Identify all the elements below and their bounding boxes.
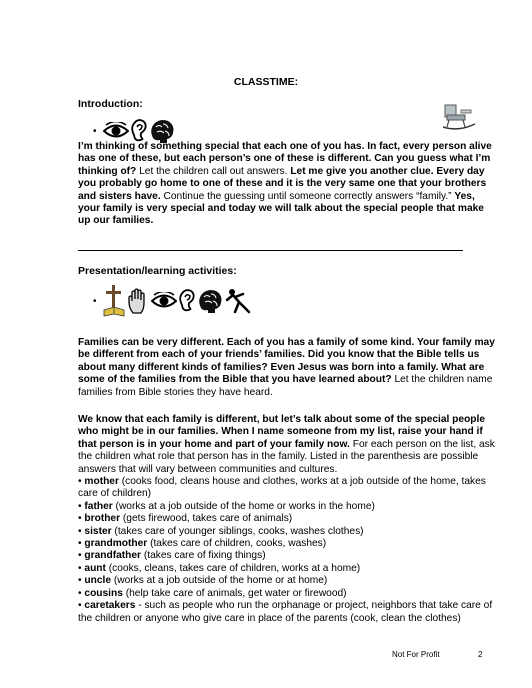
ear-icon [179,289,195,313]
list-item [78,575,498,587]
list-item-description: - such as people who run the orphanage or project, neighbors that take care of the children or anyone who give care in place of the parents (cook, clean the clothes) [78,600,493,624]
list-item [78,513,498,525]
bullet: • [78,575,85,587]
presentation-p2-instruction: For each person on the list, ask the children what role that person has in the family. Listed in the parenthesis are possible answers that will vary between communities and cultures. [78,438,495,475]
list-item [78,476,498,501]
list-item [78,563,498,575]
list-item-description: (cooks food, cleans house and clothes, works at a job outside of the home, takes care of children) [78,476,486,500]
list-item-term: brother [84,513,121,525]
hand-icon [127,288,149,314]
list-item-description: (takes care of fixing things) [141,550,266,562]
list-item [78,600,498,625]
brain-icon [197,288,223,314]
list-item-description: (takes care of children, cooks, washes) [147,538,327,550]
list-item [78,588,498,600]
intro-continue: Continue the guessing until someone correctly answers “family.” [160,190,455,202]
section-divider [78,250,463,251]
eye-icon [151,292,177,310]
intro-question: I’m thinking of something special that each one of you has. In fact, every person alive has one of these, but each person’s one of these is different. Can you guess what I’m thinking of? [78,141,492,177]
introduction-paragraph [78,141,498,228]
bullet: • [93,295,97,307]
list-item-term: caretakers [84,600,136,612]
intro-answer: Yes, your family is very special and today we will talk about the special people that make up our families. [78,190,484,227]
page-number: 2 [478,650,483,659]
list-item-description: (works at a job outside of the home or works in the home) [112,500,375,512]
family-member-list [78,476,498,625]
bullet: • [78,538,85,550]
bullet: • [93,125,97,137]
list-item-description: (gets firewood, takes care of animals) [120,513,293,525]
eye-icon [103,122,129,140]
list-item-term: mother [84,476,119,488]
bullet: • [78,550,85,562]
presentation-paragraph-1 [78,337,498,399]
intro-clue: Let me give you another clue. Every day you probably go home to one of these and it is the very same one that your brothers and sisters have. [78,165,487,202]
footer-text: Not For Profit [392,650,440,659]
introduction-heading: Introduction: [78,98,143,110]
bullet: • [78,525,85,537]
list-item [78,526,498,538]
bullet: • [78,562,85,574]
list-item-description: (takes care of younger siblings, cooks, washes clothes) [111,525,364,537]
stretching-person-icon [225,288,253,314]
presentation-p1-instruction: Let the children name families from Bible stories they have heard. [78,374,493,398]
bullet: • [78,600,85,612]
list-item-description: (works at a job outside of the home or at home) [111,575,328,587]
rocking-chair-icon [443,102,477,130]
bullet: • [78,476,85,488]
list-item-term: father [84,500,113,512]
presentation-heading: Presentation/learning activities: [78,265,237,277]
list-item-term: cousins [84,587,123,599]
presentation-paragraph-2 [78,414,498,625]
bullet: • [78,513,85,525]
page-title: CLASSTIME: [233,76,299,88]
list-item [78,538,498,550]
list-item-term: sister [84,525,112,537]
list-item [78,550,498,562]
list-item-term: grandfather [84,550,142,562]
cross-bible-icon [103,284,125,318]
list-item-description: (help take care of animals, get water or firewood) [122,587,347,599]
list-item-term: uncle [84,575,112,587]
list-item [78,501,498,513]
intro-instruction: Let the children call out answers. [136,165,291,177]
list-item-description: (cooks, cleans, takes care of children, works at a home) [105,562,361,574]
presentation-p2-bold: We know that each family is different, but let’s talk about some of the special people who might be in our families. When I name someone from my list, raise your hand if that person is in your home and part of your family now. [78,414,486,450]
bullet: • [78,500,85,512]
list-item-term: grandmother [84,538,148,550]
list-item-term: aunt [84,562,106,574]
ear-icon [131,119,147,143]
presentation-p1-bold: Families can be very different. Each of you has a family of some kind. Your family may be different from each of your friends’ families. Did you know that the Bible tells us about many different kinds of families? Even Jesus was born into a family. What are some of the families from the Bible that you have learned about? [78,337,495,386]
bullet: • [78,587,85,599]
presentation-icons [93,284,253,318]
